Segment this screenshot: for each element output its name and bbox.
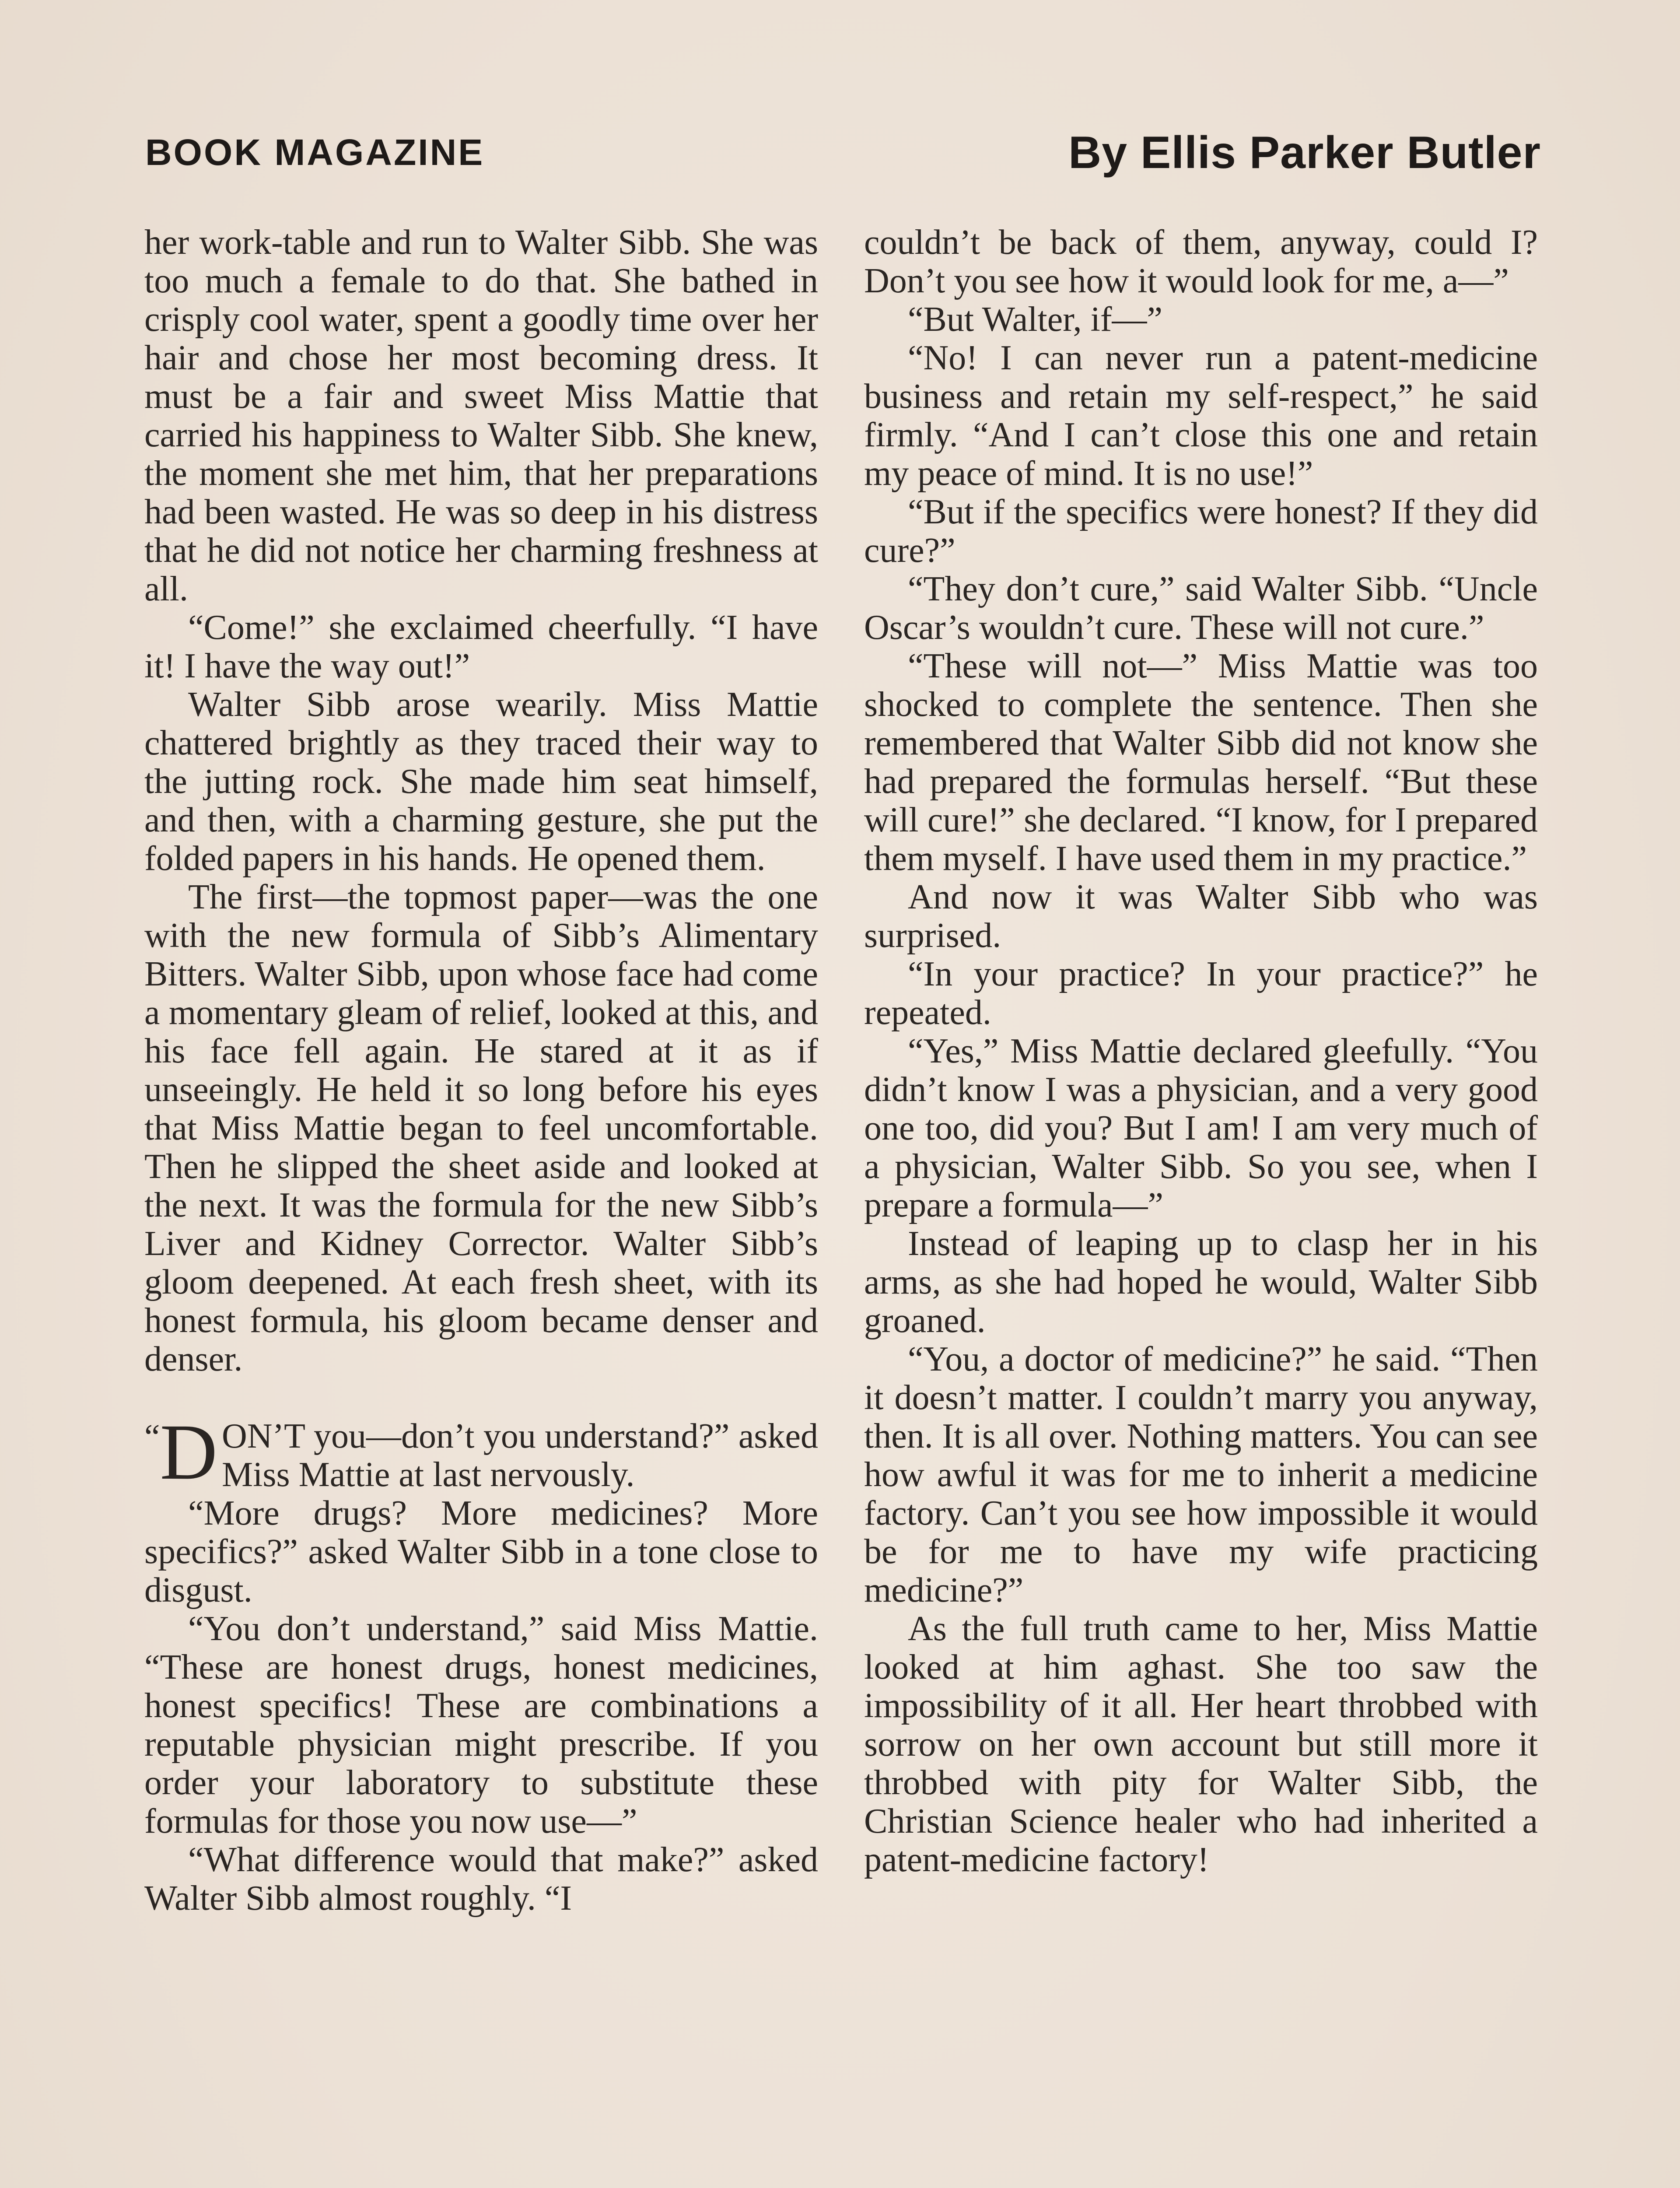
right-column bbox=[864, 223, 1538, 1879]
drop-cap-quote: “ bbox=[144, 1418, 160, 1456]
drop-cap bbox=[144, 1408, 217, 1496]
paragraph: Instead of leaping up to clasp her in his arms, as she had hoped he would, Walter Sibb groaned. bbox=[864, 1224, 1538, 1340]
left-column bbox=[144, 223, 818, 1918]
paragraph: “But if the specifics were honest? If they did cure?” bbox=[864, 493, 1538, 570]
paragraph: her work-table and run to Walter Sibb. She was too much a female to do that. She bathed in crisply cool water, spent a goodly time over her hair and chose her most becoming dress. It must be a fair and sweet Miss Mattie that carried his happiness to Walter Sibb. She knew, the moment she met him, that her preparations had been wasted. He was so deep in his distress that he did not notice her charming freshness at all. bbox=[144, 223, 818, 608]
paragraph: “No! I can never run a patent-medicine business and retain my self-respect,” he said firmly. “And I can’t close this one and retain my peace of mind. It is no use!” bbox=[864, 339, 1538, 493]
section-opening-text: ON’T you—don’t you understand?” asked Miss Mattie at last nervously. bbox=[221, 1417, 818, 1494]
paragraph: “You, a doctor of medicine?” he said. “Then it doesn’t matter. I couldn’t marry you anyway, then. It is all over. Nothing matters. You can see how awful it was for me to inherit a medicine factory. Can’t you see how impossible it would be for me to have my wife practicing medicine?” bbox=[864, 1340, 1538, 1609]
paragraph: “Yes,” Miss Mattie declared gleefully. “You didn’t know I was a physician, and a very good one too, did you? But I am! I am very much of a physician, Walter Sibb. So you see, when I prepare a formula—” bbox=[864, 1032, 1538, 1224]
paragraph: couldn’t be back of them, anyway, could I? Don’t you see how it would look for me, a—” bbox=[864, 223, 1538, 300]
paragraph: “They don’t cure,” said Walter Sibb. “Uncle Oscar’s wouldn’t cure. These will not cure.” bbox=[864, 570, 1538, 647]
magazine-title: BOOK MAGAZINE bbox=[145, 132, 485, 173]
paragraph: “More drugs? More medicines? More specifics?” asked Walter Sibb in a tone close to disgust. bbox=[144, 1494, 818, 1609]
section-opening-paragraph bbox=[144, 1408, 818, 1496]
paragraph: Walter Sibb arose wearily. Miss Mattie chattered brightly as they traced their way to the jutting rock. She made him seat himself, and then, with a charming gesture, she put the folded papers in his hands. He opened them. bbox=[144, 685, 818, 878]
paragraph: “These will not—” Miss Mattie was too shocked to complete the sentence. Then she remembered that Walter Sibb did not know she had prepared the formulas herself. “But these will cure!” she declared. “I know, for I prepared them myself. I have used them in my practice.” bbox=[864, 647, 1538, 878]
paragraph: The first—the topmost paper—was the one with the new formula of Sibb’s Alimentary Bitters. Walter Sibb, upon whose face had come a momentary gleam of relief, looked at this, and his face fell again. He stared at it as if unseeingly. He held it so long before his eyes that Miss Mattie began to feel uncomfortable. Then he slipped the sheet aside and looked at the next. It was the formula for the new Sibb’s Liver and Kidney Corrector. Walter Sibb’s gloom deepened. At each fresh sheet, with its honest formula, his gloom became denser and denser. bbox=[144, 878, 818, 1378]
paragraph: “You don’t understand,” said Miss Mattie. “These are honest drugs, honest medicines, honest specifics! These are combinations a reputable physician might prescribe. If you order your laboratory to substitute these formulas for those you now use—” bbox=[144, 1609, 818, 1841]
paragraph: As the full truth came to her, Miss Mattie looked at him aghast. She too saw the impossibility of it all. Her heart throbbed with sorrow on her own account but still more it throbbed with pity for Walter Sibb, the Christian Science healer who had inherited a patent-medicine factory! bbox=[864, 1609, 1538, 1879]
author-byline: By Ellis Parker Butler bbox=[1068, 127, 1541, 178]
page-header bbox=[145, 127, 1541, 193]
paragraph: And now it was Walter Sibb who was surprised. bbox=[864, 878, 1538, 955]
paragraph: “But Walter, if—” bbox=[908, 300, 1163, 339]
paragraph: “Come!” she exclaimed cheerfully. “I have it! I have the way out!” bbox=[144, 608, 818, 685]
paragraph: “In your practice? In your practice?” he repeated. bbox=[864, 955, 1538, 1032]
drop-cap-letter: D bbox=[160, 1408, 217, 1496]
paragraph: “What difference would that make?” asked Walter Sibb almost roughly. “I bbox=[144, 1841, 818, 1918]
